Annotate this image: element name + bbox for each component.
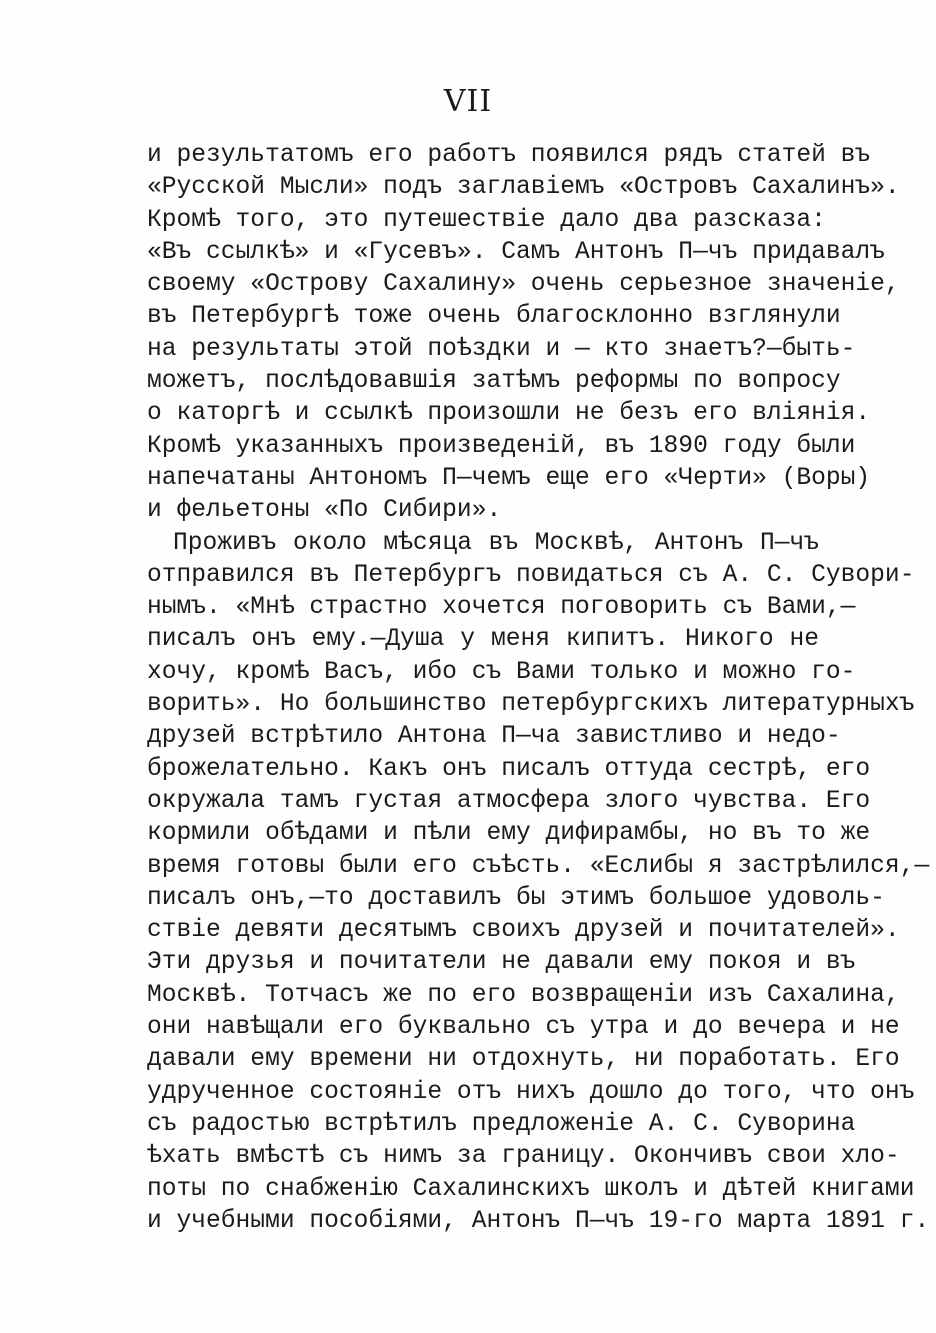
text-line: друзей встрѣтило Антона П—ча завистливо и недо-: [147, 723, 841, 751]
text-line: «Русской Мысли» подъ заглавіемъ «Островъ Сахалинъ».: [147, 174, 900, 202]
text-line: хочу, кромѣ Васъ, ибо съ Вами только и можно го-: [147, 658, 856, 686]
text-line: и учебными пособіями, Антонъ П—чъ 19-го марта 1891 г.: [147, 1207, 930, 1235]
text-line: отправился въ Петербургъ повидаться съ А. С. Сувори-: [147, 561, 915, 589]
text-line: давали ему времени ни отдохнуть, ни поработать. Его: [147, 1046, 900, 1074]
text-line: Кромѣ указанныхъ произведеній, въ 1890 году были: [147, 432, 856, 460]
text-line: можетъ, послѣдовавшія затѣмъ реформы по вопросу: [147, 368, 841, 396]
text-line: ворить». Но большинство петербургскихъ литературныхъ: [147, 691, 915, 719]
text-line: кормили обѣдами и пѣли ему дифирамбы, но въ то же: [147, 820, 871, 848]
text-line: въ Петербургѣ тоже очень благосклонно взглянули: [147, 303, 841, 331]
body-text: [147, 140, 930, 1238]
text-line: писалъ онъ,—то доставилъ бы этимъ большое удоволь-: [147, 884, 885, 912]
text-line: ѣхать вмѣстѣ съ нимъ за границу. Окончивъ свои хло-: [147, 1143, 900, 1171]
text-line: писалъ онъ ему.—Душа у меня кипитъ. Никого не: [147, 626, 819, 654]
text-line: удрученное состояніе отъ нихъ дошло до того, что онъ: [147, 1078, 915, 1106]
text-line: Москвѣ. Тотчасъ же по его возвращеніи изъ Сахалина,: [147, 981, 900, 1009]
text-line: нымъ. «Мнѣ страстно хочется поговорить съ Вами,—: [147, 594, 856, 622]
text-line: Эти друзья и почитатели не давали ему покоя и въ: [147, 949, 856, 977]
text-line: на результаты этой поѣздки и — кто знаетъ?—быть-: [147, 335, 856, 363]
text-line: Проживъ около мѣсяца въ Москвѣ, Антонъ П—чъ: [173, 529, 819, 557]
text-line: они навѣщали его буквально съ утра и до вечера и не: [147, 1014, 900, 1042]
text-line: окружала тамъ густая атмосфера злого чувства. Его: [147, 787, 871, 815]
text-line: Кромѣ того, это путешествіе дало два разсказа:: [147, 206, 826, 234]
text-line: своему «Острову Сахалину» очень серьезное значеніе,: [147, 271, 900, 299]
text-line: поты по снабженію Сахалинскихъ школъ и дѣтей книгами: [147, 1175, 915, 1203]
text-line: время готовы были его съѣсть. «Еслибы я застрѣлился,—: [147, 852, 930, 880]
text-line: «Въ ссылкѣ» и «Гусевъ». Самъ Антонъ П—чъ придавалъ: [147, 238, 885, 266]
text-line: съ радостью встрѣтилъ предложеніе А. С. Суворина: [147, 1110, 856, 1138]
text-line: напечатаны Антономъ П—чемъ еще его «Черти» (Воры): [147, 464, 871, 492]
page-number: VII: [443, 84, 493, 119]
text-line: брожелательно. Какъ онъ писалъ оттуда сестрѣ, его: [147, 755, 871, 783]
text-line: и фельетоны «По Сибири».: [147, 497, 502, 525]
text-line: о каторгѣ и ссылкѣ произошли не безъ его вліянія.: [147, 400, 871, 428]
text-line: и результатомъ его работъ появился рядъ статей въ: [147, 142, 871, 169]
text-line: ствіе девяти десятымъ своихъ друзей и почитателей».: [147, 917, 900, 945]
